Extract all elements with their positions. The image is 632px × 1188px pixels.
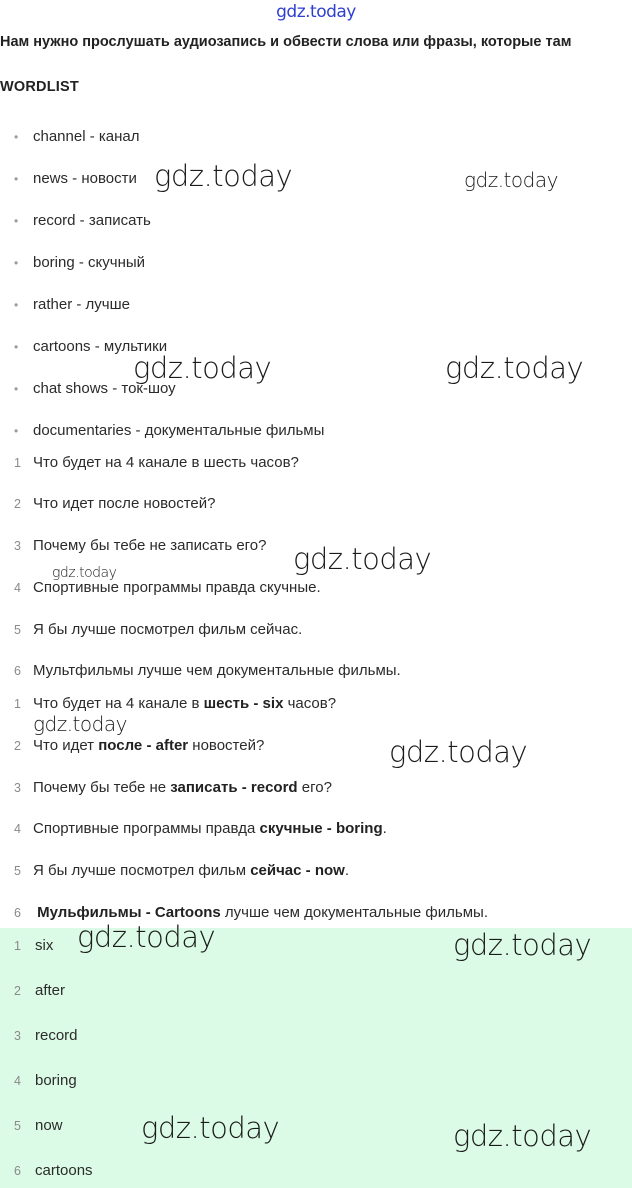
- sentence-after: новостей?: [188, 737, 265, 754]
- question-item: [0, 579, 321, 596]
- sentence-before: Спортивные программы правда: [33, 820, 260, 837]
- sentence-number: 2: [14, 738, 21, 753]
- wordlist-item-text: channel - канал: [33, 128, 140, 145]
- wordlist-item-text: chat shows - ток-шоу: [33, 380, 176, 397]
- sentence-before: Что будет на 4 канале в: [33, 695, 204, 712]
- answer-item: [0, 1162, 93, 1179]
- sentence-before: Я бы лучше посмотрел фильм: [33, 862, 251, 879]
- watermark: gdz.today: [464, 168, 558, 192]
- answer-text: cartoons: [35, 1162, 93, 1179]
- filled-sentence: [0, 904, 488, 921]
- sentence-answer: скучные - boring: [259, 820, 383, 837]
- bullet-icon: •: [14, 423, 19, 438]
- wordlist-item-text: rather - лучше: [33, 296, 130, 313]
- watermark: gdz.today: [445, 351, 584, 385]
- question-item: [0, 662, 401, 679]
- wordlist-item-text: cartoons - мультики: [33, 338, 168, 355]
- bullet-icon: •: [14, 171, 19, 186]
- answer-number: 5: [14, 1118, 21, 1133]
- question-number: 2: [14, 496, 21, 511]
- site-logo[interactable]: gdz.today: [276, 2, 356, 22]
- watermark: gdz.today: [33, 712, 127, 736]
- answer-number: 4: [14, 1073, 21, 1088]
- question-text: Почему бы тебе не записать его?: [33, 537, 267, 554]
- answer-item: [0, 937, 53, 954]
- question-item: [0, 495, 215, 512]
- bullet-icon: •: [14, 339, 19, 354]
- wordlist-item: [0, 254, 145, 271]
- sentence-before: Что идет: [33, 737, 99, 754]
- sentence-number: 6: [14, 905, 21, 920]
- watermark: gdz.today: [133, 351, 272, 385]
- wordlist-item-text: news - новости: [33, 170, 137, 187]
- answer-text: six: [35, 937, 54, 954]
- answer-text: boring: [35, 1072, 77, 1089]
- watermark: gdz.today: [453, 928, 592, 962]
- wordlist-item: [0, 128, 140, 145]
- question-text: Что будет на 4 канале в шесть часов?: [33, 454, 299, 471]
- answer-text: now: [35, 1117, 63, 1134]
- answer-text: after: [35, 982, 66, 999]
- sentence-number: 5: [14, 863, 21, 878]
- answer-item: [0, 1072, 77, 1089]
- sentence-answer: шесть - six: [203, 695, 284, 712]
- wordlist-item: [0, 212, 151, 229]
- task-title: Нам нужно прослушать аудиозапись и обвести слова или фразы, которые там: [0, 34, 572, 50]
- bullet-icon: •: [14, 255, 19, 270]
- answer-item: [0, 982, 65, 999]
- sentence-answer: записать - record: [170, 779, 298, 796]
- watermark: gdz.today: [389, 735, 528, 769]
- wordlist-item: [0, 170, 137, 187]
- bullet-icon: •: [14, 129, 19, 144]
- watermark: gdz.today: [77, 920, 216, 954]
- watermark: gdz.today: [154, 159, 293, 193]
- answer-number: 2: [14, 983, 21, 998]
- question-number: 1: [14, 455, 21, 470]
- answer-item: [0, 1027, 78, 1044]
- sentence-after: .: [344, 862, 349, 879]
- wordlist-item: [0, 422, 324, 439]
- bullet-icon: •: [14, 381, 19, 396]
- sentence-after: его?: [297, 779, 332, 796]
- answer-number: 6: [14, 1163, 21, 1178]
- answer-item: [0, 1117, 63, 1134]
- question-text: Спортивные программы правда скучные.: [33, 579, 321, 596]
- sentence-after: часов?: [283, 695, 337, 712]
- sentence-answer: сейчас - now: [250, 862, 345, 879]
- filled-sentence: [0, 820, 387, 837]
- sentence-after: лучше чем документальные фильмы.: [220, 904, 488, 921]
- question-text: Я бы лучше посмотрел фильм сейчас.: [33, 621, 303, 638]
- sentence-after: .: [382, 820, 387, 837]
- question-item: [0, 621, 302, 638]
- wordlist-item-text: record - записать: [33, 212, 151, 229]
- sentence-number: 3: [14, 780, 21, 795]
- wordlist-item-text: documentaries - документальные фильмы: [33, 422, 325, 439]
- question-number: 4: [14, 580, 21, 595]
- question-number: 6: [14, 663, 21, 678]
- answer-number: 3: [14, 1028, 21, 1043]
- answer-number: 1: [14, 938, 21, 953]
- sentence-number: 4: [14, 821, 21, 836]
- sentence-answer: Мульфильмы - Cartoons: [37, 904, 221, 921]
- sentence-answer: после - after: [98, 737, 189, 754]
- wordlist-item: [0, 296, 130, 313]
- question-number: 3: [14, 538, 21, 553]
- filled-sentence: [0, 695, 336, 712]
- wordlist-item-text: boring - скучный: [33, 254, 146, 271]
- sentence-before: Почему бы тебе не: [33, 779, 171, 796]
- sentence-number: 1: [14, 696, 21, 711]
- bullet-icon: •: [14, 297, 19, 312]
- watermark: gdz.today: [141, 1111, 280, 1145]
- watermark: gdz.today: [52, 565, 117, 581]
- filled-sentence: [0, 779, 332, 796]
- wordlist-heading: WORDLIST: [0, 79, 79, 95]
- question-item: [0, 537, 267, 554]
- question-item: [0, 454, 299, 471]
- filled-sentence: [0, 737, 264, 754]
- watermark: gdz.today: [453, 1119, 592, 1153]
- question-text: Что идет после новостей?: [33, 495, 216, 512]
- question-text: Мультфильмы лучше чем документальные фильмы.: [33, 662, 401, 679]
- watermark: gdz.today: [293, 542, 432, 576]
- bullet-icon: •: [14, 213, 19, 228]
- answer-text: record: [35, 1027, 78, 1044]
- question-number: 5: [14, 622, 21, 637]
- filled-sentence: [0, 862, 349, 879]
